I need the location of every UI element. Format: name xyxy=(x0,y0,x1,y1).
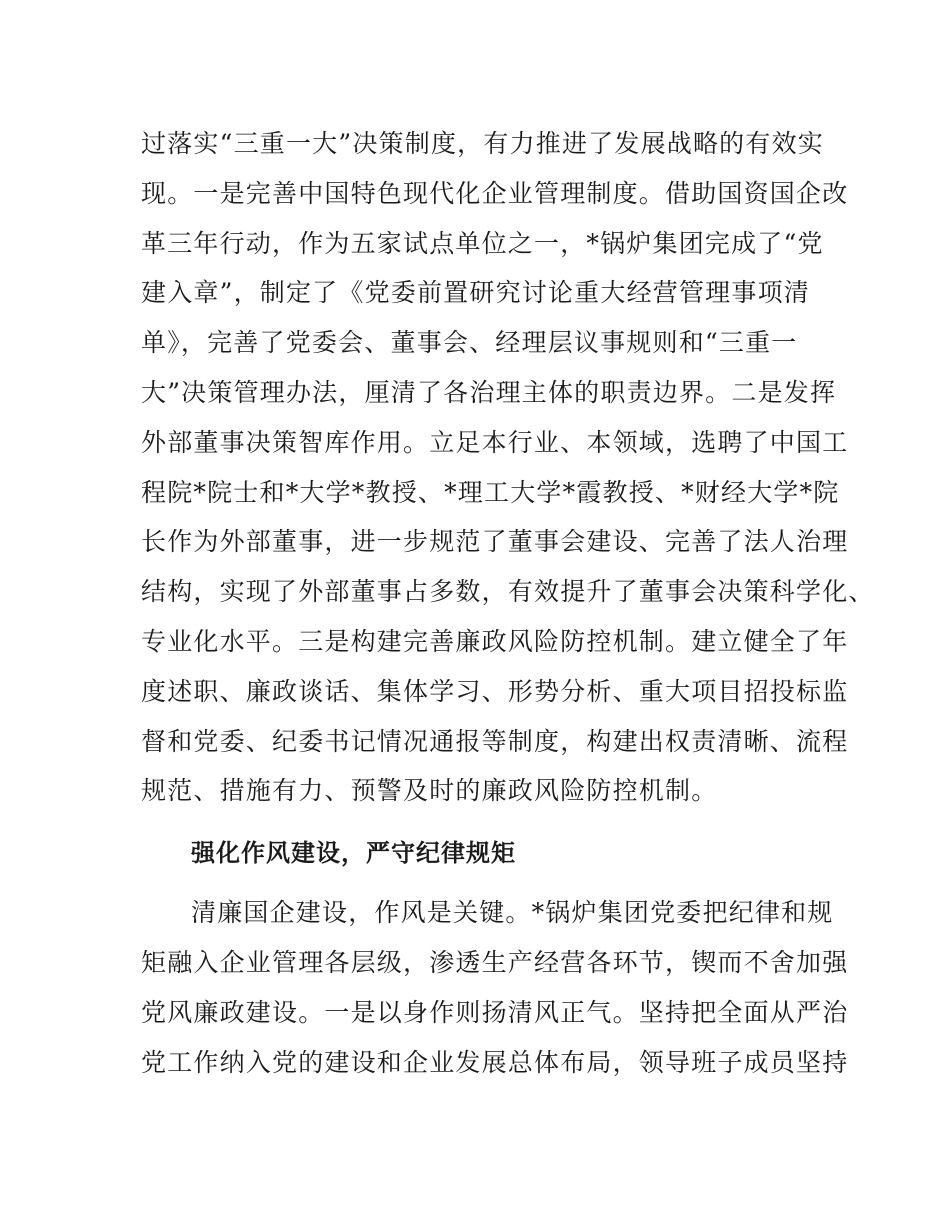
section-heading: 强化作风建设，严守纪律规矩 xyxy=(191,839,516,868)
document-body xyxy=(141,119,875,1087)
text-line: 建入章”，制定了《党委前置研究讨论重大经营管理事项清 xyxy=(141,278,810,308)
text-line: 度述职、廉政谈话、集体学习、形势分析、重大项目招投标监 xyxy=(141,676,849,706)
text-line: 专业化水平。三是构建完善廉政风险防控机制。建立健全了年 xyxy=(141,626,849,656)
text-line: 过落实“三重一大”决策制度，有力推进了发展战略的有效实 xyxy=(141,129,824,158)
paragraph-governance xyxy=(141,119,875,816)
text-line: 大”决策管理办法，厘清了各治理主体的职责边界。二是发挥 xyxy=(141,377,837,407)
paragraph-discipline xyxy=(141,888,849,1087)
text-line: 规范、措施有力、预警及时的廉政风险防控机制。 xyxy=(141,776,718,806)
text-line: 党风廉政建设。一是以身作则扬清风正气。坚持把全面从严治 xyxy=(141,997,849,1027)
text-line: 长作为外部董事，进一步规范了董事会建设、完善了法人治理 xyxy=(141,527,849,557)
text-line: 单》，完善了党委会、董事会、经理层议事规则和“三重一 xyxy=(141,328,798,358)
text-line: 现。一是完善中国特色现代化企业管理制度。借助国资国企改 xyxy=(141,178,849,208)
text-line: 结构，实现了外部董事占多数，有效提升了董事会决策科学化、 xyxy=(141,577,875,607)
text-line: 矩融入企业管理各层级，渗透生产经营各环节，锲而不舍加强 xyxy=(141,947,849,977)
text-line: 清廉国企建设，作风是关键。*锅炉集团党委把纪律和规 xyxy=(191,898,834,928)
text-line: 督和党委、纪委书记情况通报等制度，构建出权责清晰、流程 xyxy=(141,726,849,756)
text-line: 革三年行动，作为五家试点单位之一，*锅炉集团完成了“党 xyxy=(141,228,824,258)
text-line: 外部董事决策智库作用。立足本行业、本领域，选聘了中国工 xyxy=(141,427,849,457)
text-line: 党工作纳入党的建设和企业发展总体布局，领导班子成员坚持 xyxy=(141,1047,849,1077)
text-line: 程院*院士和*大学*教授、*理工大学*霞教授、*财经大学*院 xyxy=(141,477,840,507)
